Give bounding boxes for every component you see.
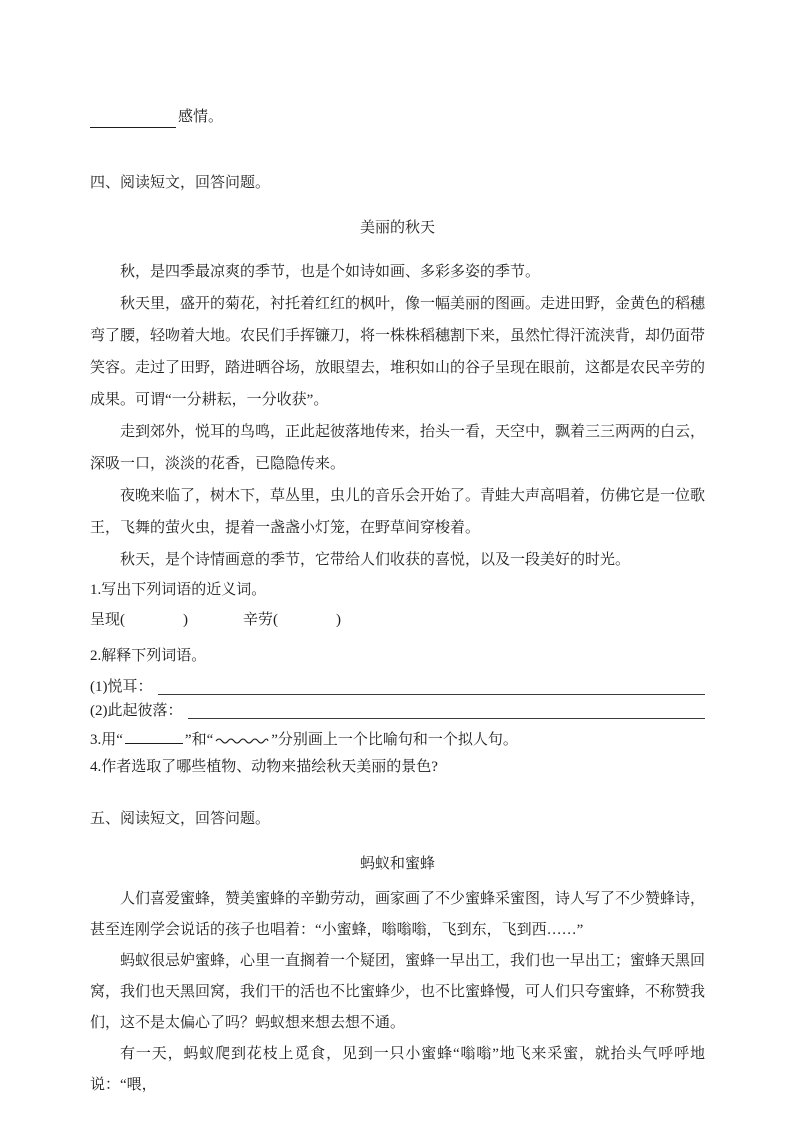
wavy-underline-sample: [215, 735, 269, 744]
section-4-heading: 四、阅读短文，回答问题。: [90, 175, 271, 191]
fill-line-text: 感情。: [178, 109, 224, 125]
answer-blank-line: [90, 107, 176, 128]
question-2-label: 2.解释下列词语。: [90, 648, 207, 664]
passage-paragraph: 有一天，蚂蚁爬到花枝上觅食，见到一只小蜜蜂“嗡嗡”地飞来采蜜，就抬头气呼呼地说：“喂，: [90, 1046, 705, 1093]
question-3-post: ”分别画上一个比喻句和一个拟人句。: [271, 732, 518, 748]
passage-paragraph: 蚂蚁很忌妒蜜蜂，心里一直搁着一个疑团，蜜蜂一早出工，我们也一早出工；蜜蜂天黑回窝，我们也天黑回窝，我们干的活也不比蜜蜂少，也不比蜜蜂慢，可人们只夸蜜蜂，不称赞我们，这不是太偏心了吗？蚂蚁想来想去想不通。: [90, 953, 706, 1031]
question-3-mid: ”和“: [184, 732, 214, 748]
question-4-label: 4.作者选取了哪些植物、动物来描绘秋天美丽的景色?: [90, 759, 438, 775]
passage-paragraph: 秋天，是个诗情画意的季节，它带给人们收获的喜悦，以及一段美好的时光。: [120, 552, 631, 568]
passage-title-ant-bee: 蚂蚁和蜜蜂: [359, 856, 435, 872]
synonym-word-2-open: 辛劳(: [243, 612, 278, 628]
question-3-label: [90, 728, 705, 752]
passage-title-autumn: 美丽的秋天: [359, 220, 435, 236]
question-2-item-2: [90, 700, 705, 722]
passage-autumn: [90, 256, 705, 576]
question-1-label: 1.写出下列词语的近义词。: [90, 582, 267, 598]
answer-blank-line: [188, 702, 706, 719]
answer-blank-line: [158, 678, 706, 695]
synonym-word-1-open: 呈现(: [90, 612, 125, 628]
section-5-heading: 五、阅读短文，回答问题。: [90, 811, 271, 827]
passage-paragraph: 秋天里，盛开的菊花，衬托着红红的枫叶，像一幅美丽的图画。走进田野，金黄色的稻穗弯了腰，轻吻着大地。农民们手挥镰刀，将一株株稻穗割下来，虽然忙得汗流浃背，却仍面带笑容。走过了田野，踏进晒谷场，放眼望去，堆积如山的谷子呈现在眼前，这都是农民辛劳的成果。可谓“一分耕耘，一分收获”。: [90, 296, 706, 408]
passage-paragraph: 走到郊外，悦耳的鸟鸣，正此起彼落地传来，抬头一看，天空中，飘着三三两两的白云，深吸一口，淡淡的花香，已隐隐传来。: [90, 424, 706, 472]
straight-underline-sample: [125, 731, 183, 744]
passage-paragraph: 夜晚来临了，树木下，草丛里，虫儿的音乐会开始了。青蛙大声高唱着，仿佛它是一位歌王，飞舞的萤火虫，提着一盏盏小灯笼，在野草间穿梭着。: [90, 488, 706, 536]
question-3-pre: 3.用“: [90, 732, 123, 748]
question-1-answer-row: [90, 608, 705, 632]
synonym-word-1-close: ): [183, 612, 188, 628]
synonym-word-2-close: ): [336, 612, 341, 628]
passage-paragraph: 秋，是四季最凉爽的季节，也是个如诗如画、多彩多姿的季节。: [120, 264, 541, 280]
passage-ant-bee: [90, 884, 705, 1101]
definition-term-2: (2)此起彼落：: [90, 703, 183, 719]
definition-term-1: (1)悦耳：: [90, 679, 153, 695]
passage-paragraph: 人们喜爱蜜蜂，赞美蜜蜂的辛勤劳动，画家画了不少蜜蜂采蜜图，诗人写了不少赞蜂诗，甚至连刚学会说话的孩子也唱着：“小蜜蜂，嗡嗡嗡，飞到东，飞到西……”: [90, 891, 706, 938]
fill-in-blank-line: [90, 106, 705, 128]
question-2-item-1: [90, 676, 705, 698]
